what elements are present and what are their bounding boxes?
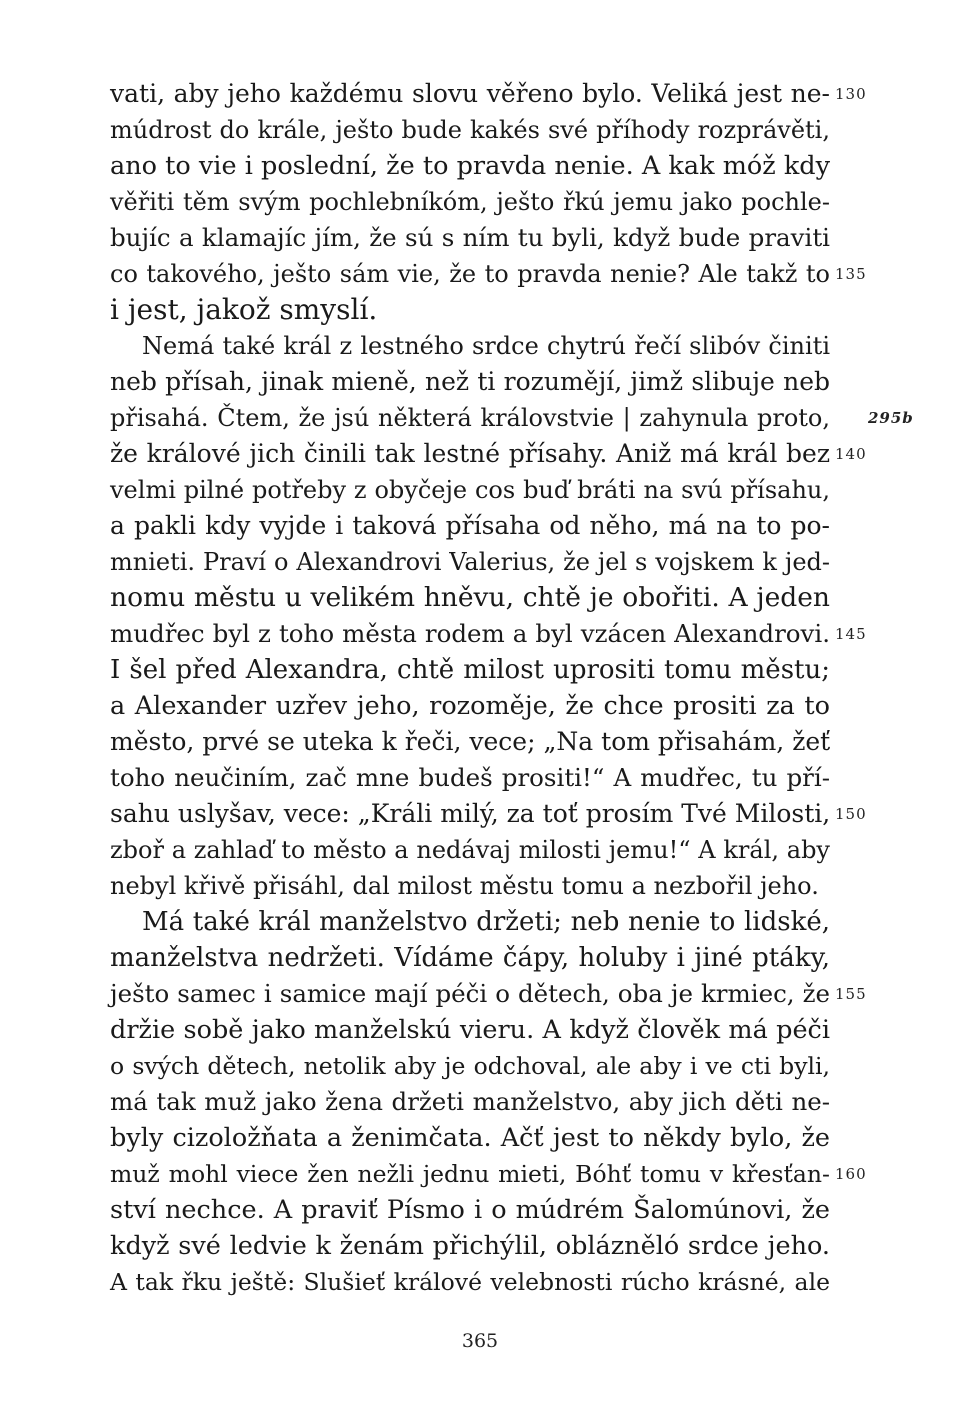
text-line-21: sahu uslyšav, vece: „Králi milý, za toť prosím Tvé Milosti, [110,799,831,828]
text-line-17: I šel před Alexandra, chtě milost uprositi tomu městu; [110,655,830,685]
text-line-5: bujíc a klamajíc jím, že sú s ním tu byli, když bude praviti [110,223,830,252]
text-line-4: věřiti těm svým pochlebníkóm, ješto řkú jemu jako pochle- [110,188,830,216]
text-line-1: vati, aby jeho každému slovu věřeno bylo. Veliká jest ne- [110,79,830,108]
text-line-34: A tak řku ještě: Slušieť králové velebnosti rúcho krásné, ale [110,1268,830,1296]
text-line-26: ješto samec i samice mají péči o dětech, oba je krmiec, že [110,979,830,1008]
text-line-7: i jest, jakož smyslí. [110,293,378,326]
text-line-15: nomu městu u velikém hněvu, chtě je obořiti. A jeden [110,582,830,613]
text-line-2: múdrost do krále, ješto bude kakés své příhody rozprávěti, [110,116,830,144]
text-line-24: Má také král manželstvo držeti; neb nenie to lidské, [142,907,830,937]
text-line-13: a pakli kdy vyjde i taková přísaha od něho, má na to po- [110,511,830,540]
text-line-23: nebyl křivě přisáhl, dal milost městu tomu a nezbořil jeho. [110,872,819,900]
text-line-28: o svých dětech, netolik aby je odchoval, ale aby i ve cti byli, [110,1052,830,1080]
line-number-135: 135 [835,265,867,283]
text-line-32: ství nechce. A praviť Písmo i o múdrém Šalomúnovi, že [110,1195,830,1225]
text-line-33: když své ledvie k ženám přichýlil, oblázněló srdce jeho. [110,1231,830,1261]
text-line-20: toho neučiním, zač mne budeš prositi!“ A mudřec, tu pří- [110,763,830,792]
folio-marker: 295b [868,409,914,427]
text-line-9: neb přísah, jinak mieně, než ti rozumějí, jimž slibuje neb [110,367,830,396]
text-line-3: ano to vie i poslední, že to pravda nenie. A kak móž kdy [110,151,830,181]
text-line-25: manželstva nedržeti. Vídáme čápy, holuby i jiné ptáky, [110,943,830,973]
line-number-160: 160 [835,1165,867,1183]
text-line-22: zboř a zahlaď to město a nedávaj milosti jemu!“ A král, aby [110,836,830,864]
text-line-30: byly cizoložňata a ženimčata. Ačť jest to někdy bylo, že [110,1123,830,1153]
line-number-130: 130 [835,85,867,103]
text-line-14: mnieti. Praví o Alexandrovi Valerius, že jel s vojskem k jed- [110,548,830,576]
text-line-27: držie sobě jako manželskú vieru. A když člověk má péči [110,1015,830,1045]
page-number: 365 [461,1330,499,1352]
line-number-150: 150 [835,805,867,823]
text-line-29: má tak muž jako žena držeti manželstvo, aby jich děti ne- [110,1087,830,1116]
text-line-6: co takového, ješto sám vie, že to pravda nenie? Ale takž to [110,260,830,288]
line-number-155: 155 [835,985,867,1003]
line-number-145: 145 [835,625,867,643]
text-line-19: město, prvé se uteka k řeči, vece; „Na tom přisahám, žeť [110,727,831,756]
text-line-31: muž mohl viece žen nežli jednu mieti, Bóhť tomu v křesťan- [110,1160,830,1188]
text-line-16: mudřec byl z toho města rodem a byl vzácen Alexandrovi. [110,619,830,648]
line-number-140: 140 [835,445,867,463]
text-line-10: přisahá. Čtem, že jsú některá královstvie | zahynula proto, [110,404,830,432]
text-line-12: velmi pilné potřeby z obyčeje cos buď bráti na svú přísahu, [110,476,830,504]
text-line-8: Nemá také král z lestného srdce chytrú řečí slibóv činiti [142,332,830,360]
text-line-11: že králové jich činili tak lestné přísahy. Aniž má král bez [110,439,830,468]
text-line-18: a Alexander uzřev jeho, rozoměje, že chce prositi za to [110,691,830,721]
